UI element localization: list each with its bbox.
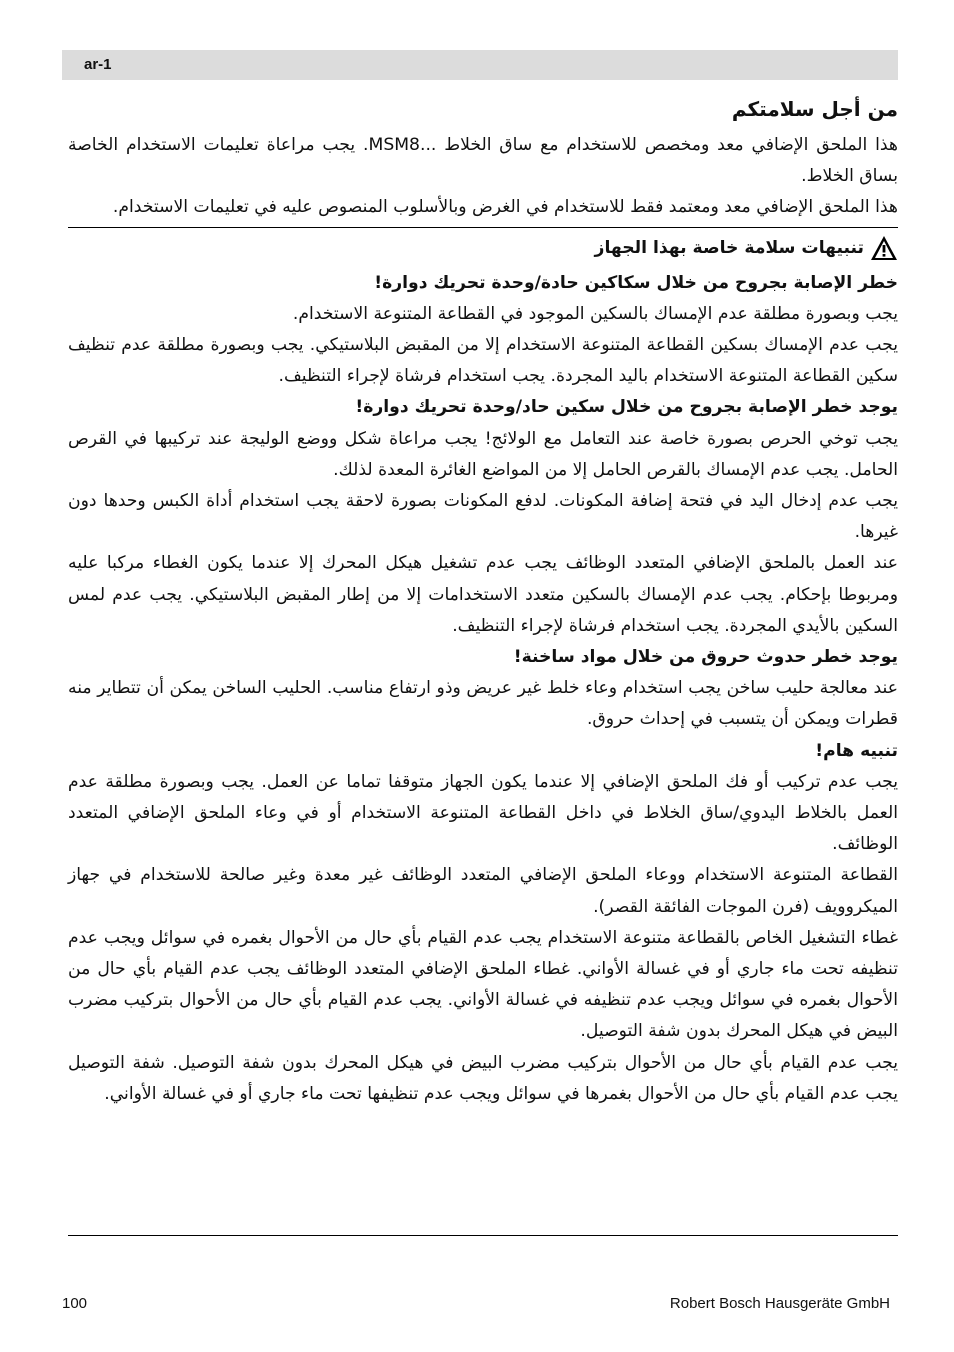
section-paragraph: عند العمل بالملحق الإضافي المتعدد الوظائف يجب عدم تشغيل هيكل المحرك إلا عندما يكون الغطاء مركبا عليه ومربوطا بإحكام. يجب عدم الإمساك بالسكين متعدد الاستخدامات إلا من إطار المقبض البلاستيكي. يجب عدم لمس السكين بالأيدي المجردة. يجب استخدام فرشاة لإجراء التنظيف. — [68, 553, 898, 636]
bottom-divider — [68, 1235, 898, 1236]
language-code: ar-1 — [84, 56, 112, 73]
section-paragraph: يجب وبصورة مطلقة عدم الإمساك بالسكين الموجود في القطاعة المتنوعة الاستخدام. — [292, 303, 898, 324]
section-heading: يوجد خطر الإصابة بجروح من خلال سكين حاد/وحدة تحريك دوارة! — [355, 397, 898, 418]
warning-triangle-icon — [870, 235, 898, 261]
page-number: 100 — [62, 1295, 88, 1312]
header-bar — [62, 50, 898, 80]
section-paragraph: عند معالجة حليب ساخن يجب استخدام وعاء خلط غير عريض وذو ارتفاع مناسب. الحليب الساخن يمكن أن تتطاير منه قطرات ويمكن أن يتسبب في إحداث حروق. — [68, 678, 898, 730]
safety-heading — [68, 228, 898, 268]
section-paragraph: يجب توخي الحرص بصورة خاصة عند التعامل مع الولائج! يجب مراعاة شكل ووضع الوليجة عند تركيبها في القرص الحامل. يجب عدم الإمساك بالقرص الحامل إلا من المواضع الغائرة المعدة لذلك. — [68, 428, 898, 480]
document-body — [68, 92, 898, 1110]
intro-paragraph: هذا الملحق الإضافي معد ومعتمد فقط للاستخدام في الغرض وبالأسلوب المنصوص عليه في تعليمات الاستخدام. — [112, 197, 898, 218]
section-paragraph: يجب عدم تركيب أو فك الملحق الإضافي إلا عندما يكون الجهاز متوقفا تماما عن العمل. يجب وبصورة مطلقة عدم العمل بالخلاط اليدوي/ساق الخلاط في داخل القطاعة المتنوعة الاستخدام أو في وعاء الملحق الإضافي المتعدد الوظائف. — [68, 771, 898, 855]
section-heading: يوجد خطر حدوث حروق من خلال مواد ساخنة! — [513, 647, 898, 668]
section-paragraph: القطاعة المتنوعة الاستخدام ووعاء الملحق الإضافي المتعدد الوظائف غير معدة وغير صالحة للاستخدام في جهاز الميكروويف (فرن الموجات الفائقة القصر). — [68, 865, 898, 917]
section-paragraph: يجب عدم القيام بأي حال من الأحوال بتركيب مضرب البيض في هيكل المحرك بدون شفة التوصيل. شفة التوصيل يجب عدم القيام بأي حال من الأحوال بغمرها في سوائل ويجب عدم تنظيفها تحت ماء جاري أو في غسالة الأواني. — [68, 1052, 898, 1104]
section-paragraph: غطاء التشغيل الخاص بالقطاعة متنوعة الاستخدام يجب عدم القيام بأي حال من الأحوال بغمره في سوائل ويجب عدم تنظيفه تحت ماء جاري أو في غسالة الأواني. غطاء الملحق الإضافي المتعدد الوظائف يجب عدم القيام بأي حال من الأحوال بغمره في سوائل ويجب عدم تنظيفه في غسالة الأواني. يجب عدم القيام بأي حال من الأحوال بتركيب مضرب البيض في هيكل المحرك بدون شفة التوصيل. — [68, 927, 898, 1042]
section-heading: تنبيه هام! — [815, 740, 898, 761]
company-name: Robert Bosch Hausgeräte GmbH — [669, 1295, 890, 1312]
section-paragraph: يجب عدم الإمساك بسكين القطاعة المتنوعة الاستخدام إلا من المقبض البلاستيكي. يجب وبصورة مطلقة عدم تنظيف سكين القطاعة المتنوعة الاستخدام باليد المجردة. يجب استخدام فرشاة لإجراء التنظيف. — [68, 335, 898, 387]
page-title: من أجل سلامتكم — [731, 97, 898, 121]
section-paragraph: يجب عدم إدخال اليد في فتحة إضافة المكونات. لدفع المكونات بصورة لاحقة يجب استخدام أداة الكبس وحدها دون غيرها. — [68, 491, 898, 543]
intro-paragraph: هذا الملحق الإضافي معد ومخصص للاستخدام مع ساق الخلاط ...MSM8. يجب مراعاة تعليمات الاستخدام الخاصة بساق الخلاط. — [68, 135, 898, 187]
safety-heading-text: تنبيهات سلامة خاصة بهذا الجهاز — [594, 237, 864, 258]
section-heading: خطر الإصابة بجروح من خلال سكاكين حادة/وحدة تحريك دوارة! — [374, 272, 898, 293]
